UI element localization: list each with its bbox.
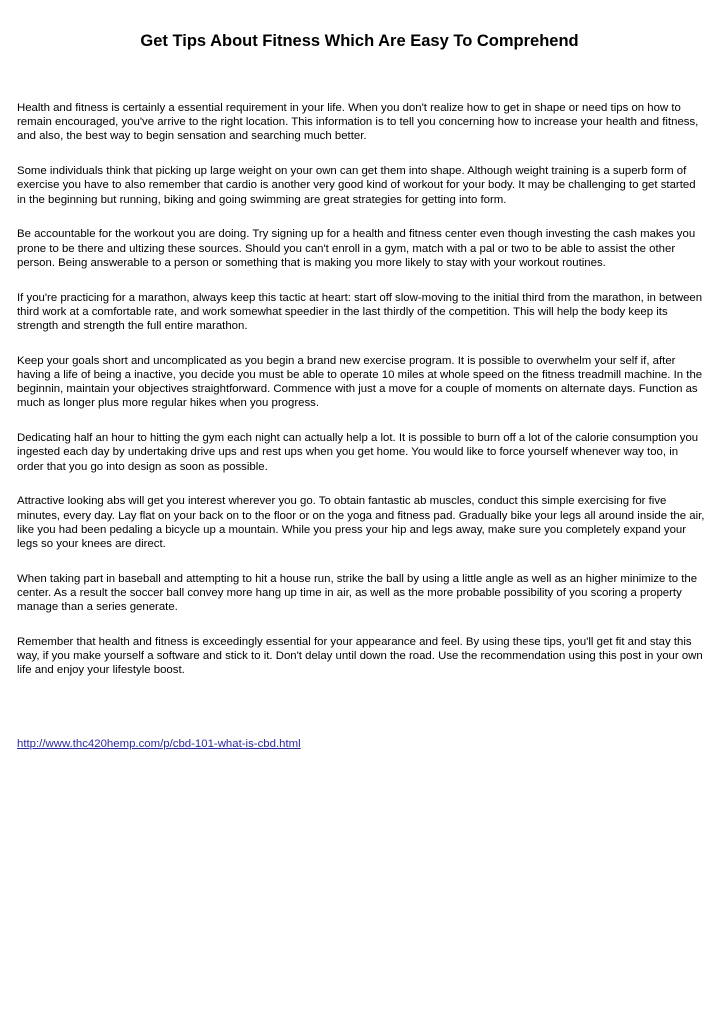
paragraph-goals: Keep your goals short and uncomplicated as you begin a brand new exercise program. It is possible to overwhelm your self if, after having a life of being a inactive, you decide you must be able to operate 10 miles at whole speed on the fitness treadmill machine. In the beginnin, maintain your objectives straightforward. Commence with just a move for a couple of moments on alternate days. Function as much as longer plus more regular hikes when you progress.: [17, 354, 703, 410]
article-body: [17, 101, 707, 698]
footer-link-line: [17, 737, 301, 751]
paragraph-abs: Attractive looking abs will get you interest wherever you go. To obtain fantastic ab muscles, conduct this simple exercising for five minutes, every day. Lay flat on your back on to the floor or on the yoga and fitness pad. Gradually bike your legs all around inside the air, like you had been pedaling a bicycle up a mountain. While you press your hip and legs away, make sure you completely expand your legs so your knees are direct.: [17, 495, 705, 551]
paragraph-gym-night: Dedicating half an hour to hitting the gym each night can actually help a lot. It is possible to burn off a lot of the calorie consumption you ingested each day by undertaking drive ups and rest ups when you get home. You would like to force yourself whenever way too, in order that you go into design as soon as possible.: [17, 432, 699, 473]
paragraph-accountable: Be accountable for the workout you are doing. Try signing up for a health and fitness center even though investing the cash makes you prone to be there and ultizing these sources. Should you can't enroll in a gym, match with a pal or two to be able to assist the other person. Being answerable to a person or something that is making you more likely to stay with your workout routines.: [17, 228, 696, 269]
source-link[interactable]: http://www.thc420hemp.com/p/cbd-101-what-is-cbd.html: [17, 738, 301, 750]
paragraph-marathon: If you're practicing for a marathon, always keep this tactic at heart: start off slow-moving to the initial third from the marathon, in between third work at a comfortable rate, and work somewhat speedier in the last thirdly of the competition. This will help the body keep its strength and strength the full entire marathon.: [17, 291, 703, 333]
paragraph-conclusion: Remember that health and fitness is exceedingly essential for your appearance and feel. By using these tips, you'll get fit and stay this way, if you make yourself a software and stick to it. Don't delay until down the road. Use the recommendation using this post in your own life and enjoy your lifestyle boost.: [17, 636, 703, 677]
paragraph-weight-cardio: Some individuals think that picking up large weight on your own can get them into shape. Although weight training is a superb form of exercise you have to also remember that cardio is another very good kind of workout for your body. It may be challenging to get started in the beginning but running, biking and going swimming are great strategies for getting into form.: [17, 165, 696, 206]
page-title: Get Tips About Fitness Which Are Easy To Comprehend: [140, 32, 579, 50]
paragraph-health-intro: Health and fitness is certainly a essential requirement in your life. When you don't realize how to get in shape or need tips on how to remain encouraged, you've arrive to the right location. This information is to tell you concerning how to increase your health and fitness, and also, the best way to begin sensation and searching much better.: [17, 102, 699, 143]
paragraph-baseball: When taking part in baseball and attempting to hit a house run, strike the ball by using a little angle as well as an higher minimize to the center. As a result the soccer ball convey more hang up time in air, as well as the more probable possibility of you scoring a property manage than a series generate.: [17, 572, 698, 614]
